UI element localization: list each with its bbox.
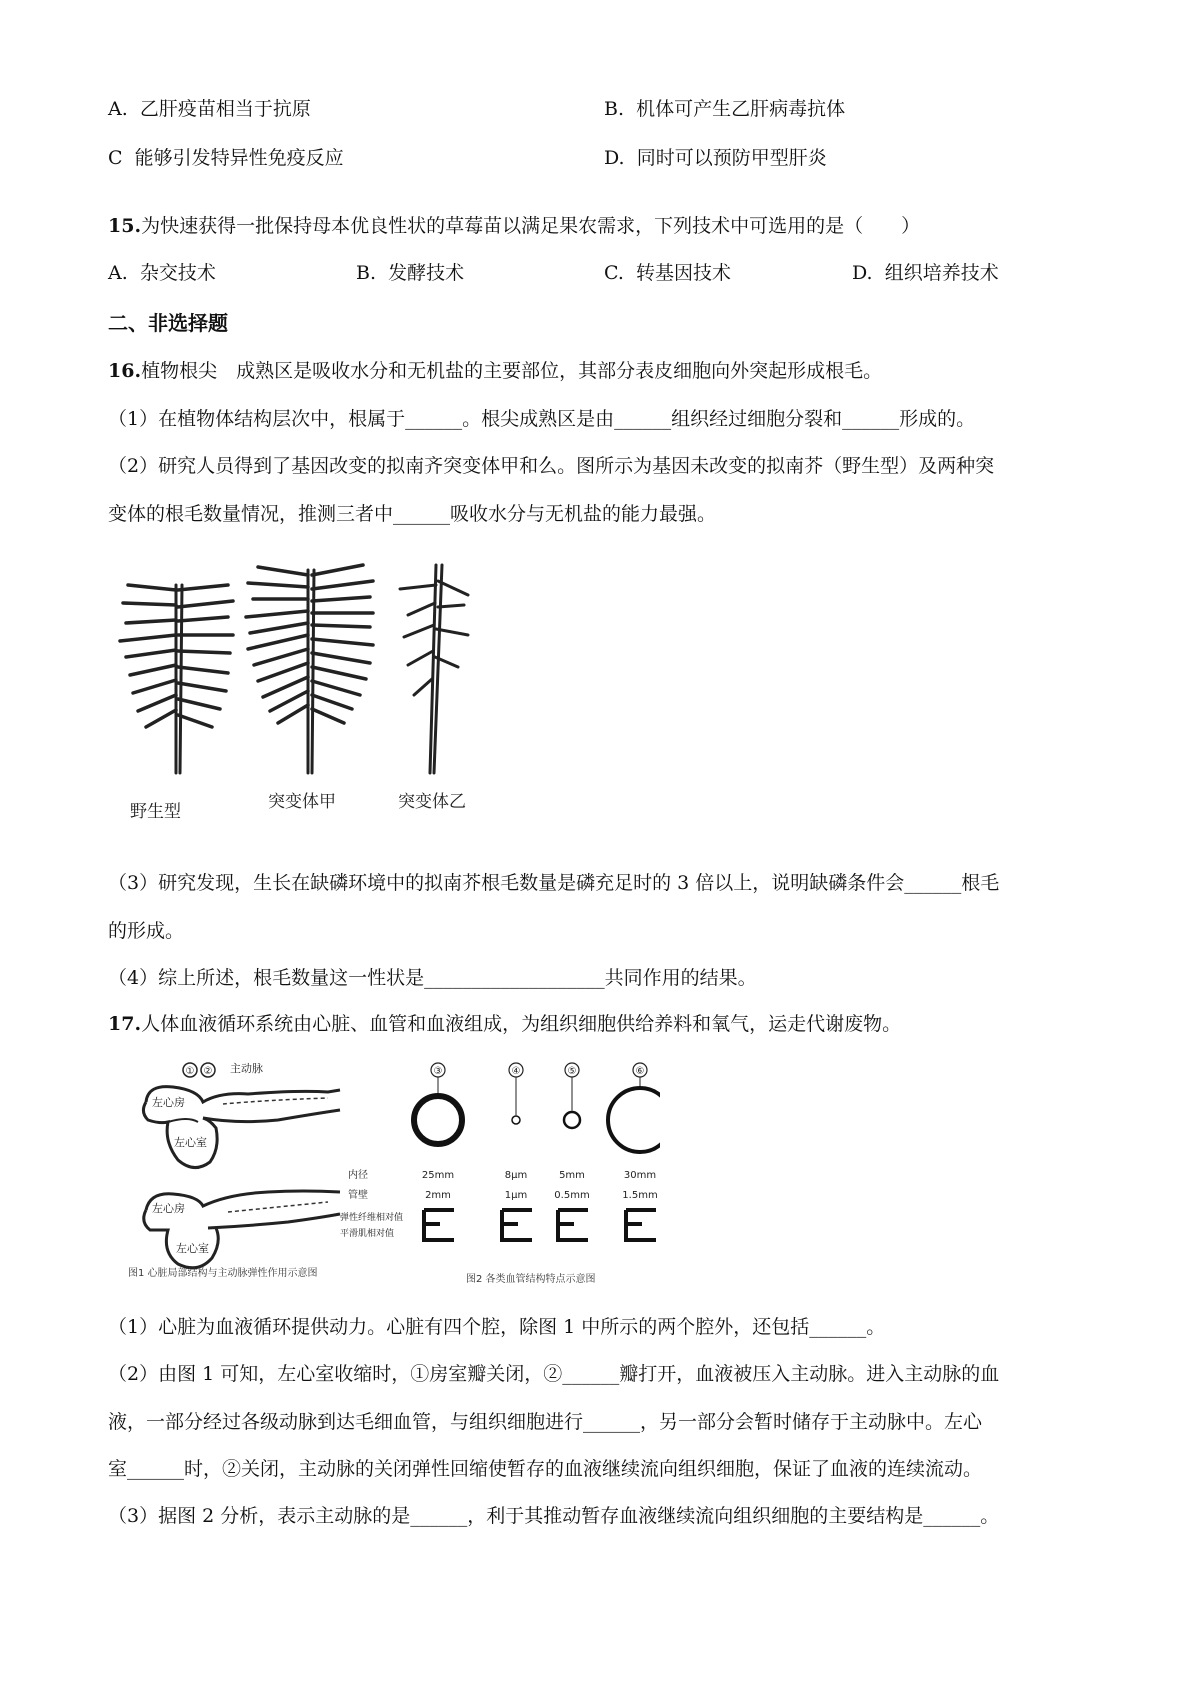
- q17-part3: （3）据图 2 分析，表示主动脉的是______，利于其推动暂存血液继续流向组织细胞的主要结构是______。: [108, 1505, 1000, 1527]
- root-hair-figure: [108, 555, 508, 830]
- q14-option-b: B. 机体可产生乙肝病毒抗体: [604, 98, 846, 120]
- fig2-row-wall: 管壁: [348, 1190, 368, 1201]
- vessel-wall-thickness: 2mm: [425, 1190, 451, 1201]
- vessel-inner-diameter: 25mm: [421, 1170, 455, 1181]
- section-title: 二、非选择题: [108, 311, 228, 335]
- vessel-ring: [608, 1088, 660, 1152]
- vessel-wall-thickness: 1μm: [504, 1190, 528, 1201]
- vessel-label: ④: [511, 1066, 521, 1077]
- vessel-figure: [340, 1060, 660, 1260]
- q17-part2-line2: 液，一部分经过各级动脉到达毛细血管，与组织细胞进行______，另一部分会暂时储存于主动脉中。左心: [108, 1411, 983, 1433]
- vessel-wall-thickness: 1.5mm: [622, 1190, 658, 1201]
- q15-stem: 15.为快速获得一批保持母本优良性状的草莓苗以满足果农需求，下列技术中可选用的是（ ）: [108, 215, 921, 237]
- vessel-composition-bar: [626, 1210, 656, 1240]
- q16-part4: （4）综上所述，根毛数量这一性状是___________________共同作用的结果。: [108, 967, 757, 989]
- q17-part1: （1）心脏为血液循环提供动力。心脏有四个腔，除图 1 中所示的两个腔外，还包括______。: [108, 1316, 886, 1338]
- label-mutant-a: 突变体甲: [268, 792, 336, 812]
- fig2-row-smooth: 平滑肌相对值: [340, 1229, 395, 1239]
- fig2-row-inner: 内径: [348, 1170, 368, 1181]
- fig1-label-left-atrium: 左心房: [152, 1096, 185, 1109]
- q15-option-a: A. 杂交技术: [108, 262, 216, 284]
- fig2-row-elastic: 弹性纤维相对值: [340, 1213, 404, 1223]
- q16-stem: 16.植物根尖 成熟区是吸收水分和无机盐的主要部位，其部分表皮细胞向外突起形成根毛。: [108, 360, 883, 382]
- q15-option-c: C. 转基因技术: [604, 262, 732, 284]
- fig2-caption: 图2 各类血管结构特点示意图: [466, 1274, 596, 1285]
- vessel-inner-diameter: 8μm: [504, 1170, 528, 1181]
- vessel-composition-bar: [558, 1210, 588, 1240]
- label-wild-type: 野生型: [130, 802, 181, 822]
- q17-stem: 17.人体血液循环系统由心脏、血管和血液组成，为组织细胞供给养料和氧气，运走代谢废物。: [108, 1013, 902, 1035]
- q16-part2-line1: （2）研究人员得到了基因改变的拟南齐突变体甲和么。图所示为基因未改变的拟南芥（野生型）及两种突: [108, 455, 995, 477]
- vessel-composition-bar: [424, 1210, 454, 1240]
- vessel-ring: [564, 1112, 580, 1128]
- fig1-label-left-ventricle-2: 左心室: [176, 1242, 209, 1255]
- vessel-composition-bar: [502, 1210, 532, 1240]
- q14-option-d: D. 同时可以预防甲型肝炎: [604, 147, 827, 169]
- vessel-label: ⑤: [567, 1066, 577, 1077]
- label-mutant-b: 突变体乙: [398, 792, 466, 812]
- q17-part2-line1: （2）由图 1 可知，左心室收缩时，①房室瓣关闭，②______瓣打开，血液被压入主动脉。进入主动脉的血: [108, 1363, 1000, 1385]
- fig1-label-left-atrium-2: 左心房: [152, 1202, 185, 1215]
- q14-option-c: C 能够引发特异性免疫反应: [108, 147, 344, 169]
- fig1-caption: 图1 心脏局部结构与主动脉弹性作用示意图: [128, 1268, 318, 1279]
- fig1-label-1: ①: [185, 1066, 195, 1077]
- fig1-label-aorta: 主动脉: [230, 1062, 263, 1075]
- vessel-inner-diameter: 30mm: [623, 1170, 657, 1181]
- q16-part2-line2: 变体的根毛数量情况，推测三者中______吸收水分与无机盐的能力最强。: [108, 503, 717, 525]
- vessel-wall-thickness: 0.5mm: [554, 1190, 590, 1201]
- vessel-label: ⑥: [635, 1066, 645, 1077]
- vessel-label: ③: [433, 1066, 443, 1077]
- q16-part3-line2: 的形成。: [108, 920, 185, 942]
- q14-option-a: A. 乙肝疫苗相当于抗原: [108, 98, 311, 120]
- vessel-inner-diameter: 5mm: [559, 1170, 585, 1181]
- vessel-ring: [414, 1096, 462, 1144]
- q17-part2-line3: 室______时，②关闭，主动脉的关闭弹性回缩使暂存的血液继续流向组织细胞，保证了血液的连续流动。: [108, 1458, 983, 1480]
- heart-figure: [128, 1062, 368, 1282]
- q15-option-b: B. 发酵技术: [356, 262, 465, 284]
- fig1-label-left-ventricle: 左心室: [174, 1136, 207, 1149]
- fig1-label-2: ②: [203, 1066, 213, 1077]
- q15-option-d: D. 组织培养技术: [852, 262, 999, 284]
- q16-part3-line1: （3）研究发现，生长在缺磷环境中的拟南芥根毛数量是磷充足时的 3 倍以上，说明缺磷条件会______根毛: [108, 872, 1000, 894]
- q16-part1: （1）在植物体结构层次中，根属于______。根尖成熟区是由______组织经过细胞分裂和______形成的。: [108, 408, 976, 430]
- vessel-ring: [512, 1116, 520, 1124]
